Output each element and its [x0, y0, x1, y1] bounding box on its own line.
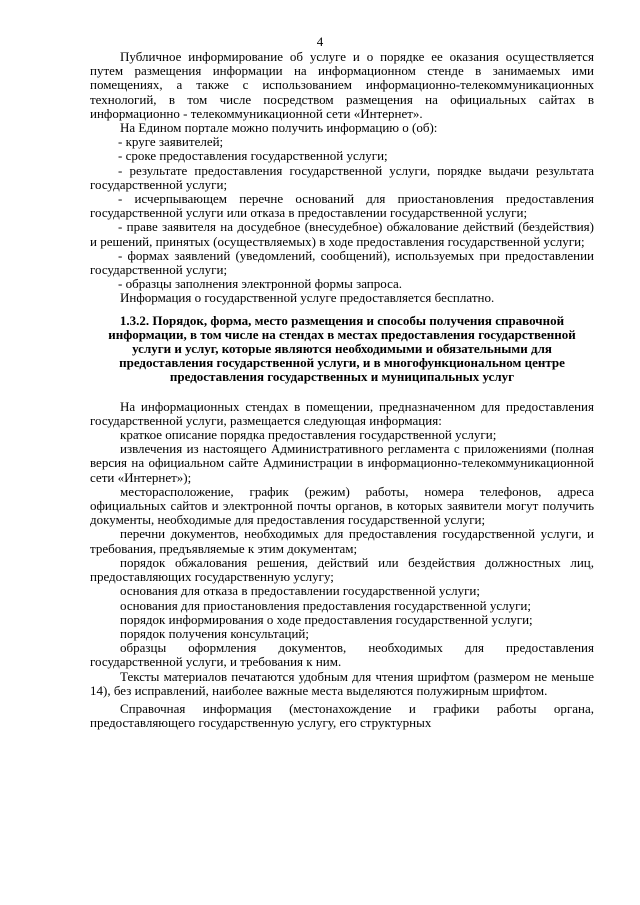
list-item: порядок информирования о ходе предоставления государственной услуги;	[120, 611, 533, 627]
list-item: основания для приостановления предоставления государственной услуги;	[120, 597, 532, 613]
list-item: месторасположение, график (режим) работы, номера телефонов, адреса официальных сайтов и электронной почты органов, в которых заявители могут получить документы, необходимые для предоставления государственной услуги;	[90, 483, 594, 528]
paragraph-reference-info: Справочная информация (местонахождение и графики работы органа, предоставляющего государственную услугу, его структурных	[90, 700, 594, 731]
list-item: - образцы заполнения электронной формы запроса.	[118, 276, 403, 292]
section-heading: 1.3.2. Порядок, форма, место размещения и способы получения справочной информации, в том числе на стендах в местах предоставления государственной услуги и услуг, которые являются необходимыми и обязательными для предоставления государственной услуги, и в многофункциональном центре предоставления государственных и муниципальных услуг	[108, 312, 576, 384]
list-item: - сроке предоставления государственной услуги;	[118, 148, 388, 164]
list-item: основания для отказа в предоставлении государственной услуги;	[120, 583, 480, 599]
list-item: - круге заявителей;	[118, 134, 224, 150]
paragraph-info-stands: На информационных стендах в помещении, предназначенном для предоставления государственной услуги, размещается следующая информация:	[90, 398, 594, 428]
paragraph-unified-portal: На Едином портале можно получить информацию о (об):	[120, 120, 438, 136]
list-item: извлечения из настоящего Административного регламента с приложениями (полная версия на официальном сайте Администрации в информационно-телекоммуникационной сети «Интернет»);	[90, 441, 594, 485]
paragraph-text-materials: Тексты материалов печатаются удобным для чтения шрифтом (размером не меньше 14), без исправлений, наиболее важные места выделяются полужирным шрифтом.	[90, 668, 594, 698]
list-item: порядок получения консультаций;	[120, 625, 309, 641]
paragraph-free-of-charge: Информация о государственной услуге предоставляется бесплатно.	[120, 290, 495, 306]
list-item: - результате предоставления государственной услуги, порядке выдачи результата государственной услуги;	[90, 162, 594, 192]
page-number: 4	[316, 34, 324, 49]
list-item: порядок обжалования решения, действий или бездействия должностных лиц, предоставляющих государственную услугу;	[90, 554, 594, 585]
list-item: образцы оформления документов, необходимых для предоставления государственной услуги, и требования к ним.	[90, 640, 594, 670]
list-item: - формах заявлений (уведомлений, сообщений), используемых при предоставлении государственной услуги;	[90, 247, 594, 278]
paragraph-public-informing: Публичное информирование об услуге и о порядке ее оказания осуществляется путем размещения информации на информационном стенде в занимаемых ими помещениях, а также с использованием информационно-телекоммуникационных технологий, в том числе посредством размещения на официальных сайтах в информационно - телекоммуникационной сети «Интернет».	[90, 49, 594, 121]
list-item: перечни документов, необходимых для предоставления государственной услуги, и требования, предъявляемые к этим документам;	[90, 526, 594, 556]
list-item: краткое описание порядка предоставления государственной услуги;	[120, 427, 497, 443]
list-item: - праве заявителя на досудебное (внесудебное) обжалование действий (бездействия) и решений, принятых (осуществляемых) в ходе предоставления государственной услуги;	[90, 219, 594, 249]
document-body	[90, 50, 594, 730]
list-item: - исчерпывающем перечне оснований для приостановления предоставления государственной услуги или отказа в предоставлении государственной услуги;	[90, 191, 594, 221]
